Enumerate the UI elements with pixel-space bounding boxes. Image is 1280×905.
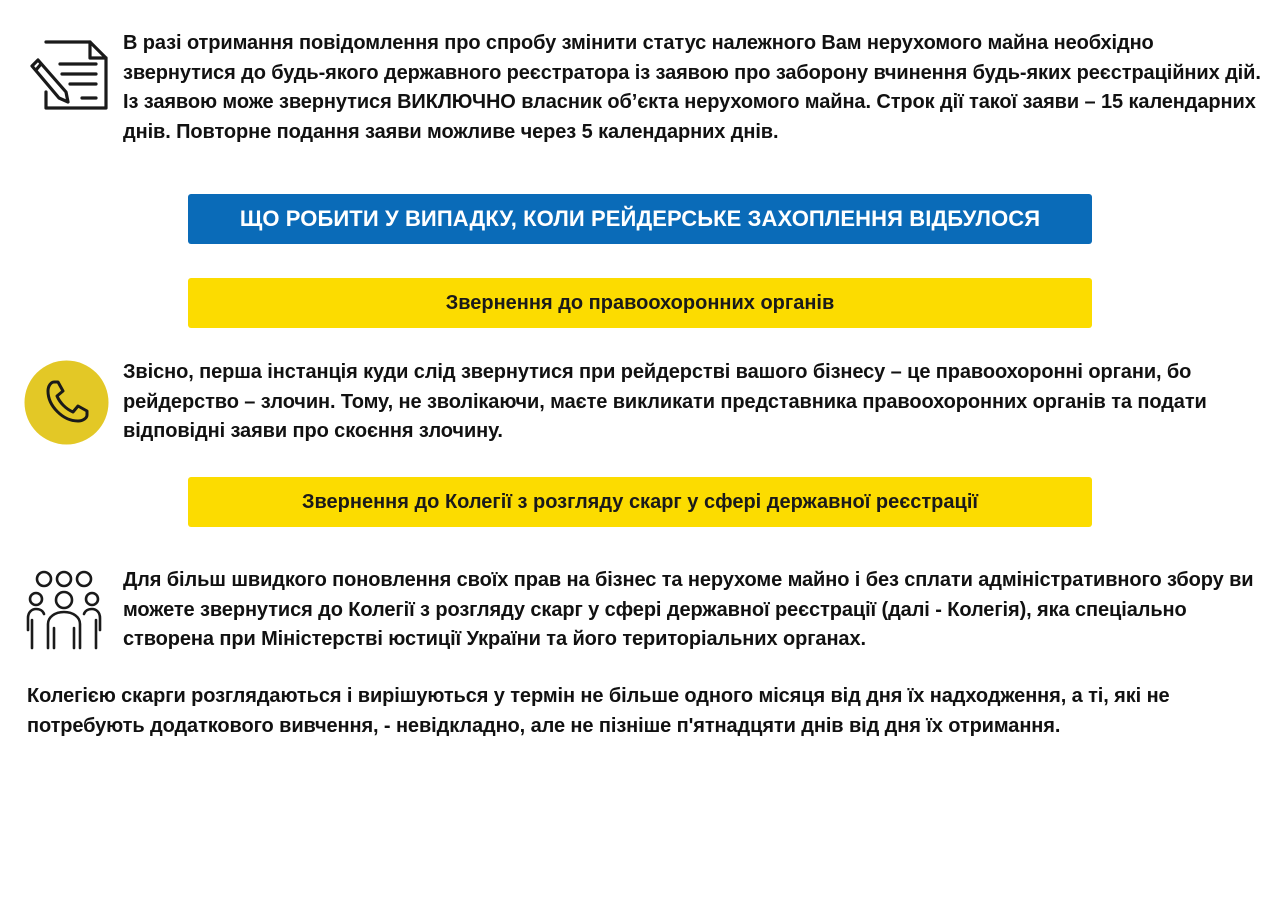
collegium-banner (188, 477, 1092, 527)
intro-emphasis: ВИКЛЮЧНО (397, 91, 516, 113)
document-signing-icon (26, 30, 110, 114)
law-enforcement-text: Звісно, перша інстанція куди слід звернутися при рейдерстві вашого бізнесу – це правоохоронні органи, бо рейдерство – злочин. Тому, не зволікаючи, маєте викликати представника правоохоронних органів та подати відповідні заяви про скоєння злочину. (123, 361, 1207, 442)
collegium-text: Для більш швидкого поновлення своїх прав на бізнес та нерухоме майно і без сплати адміністративного збору ви можете звернутися до Колегії з розгляду скарг у сфері державної реєстрації (далі - Колегія), яка спеціально створена при Міністерстві юстиції України та його територіальних органах. (123, 569, 1254, 650)
main-banner-label: ЩО РОБИТИ У ВИПАДКУ, КОЛИ РЕЙДЕРСЬКЕ ЗАХОПЛЕННЯ ВІДБУЛОСЯ (239, 206, 1041, 231)
people-group-icon (24, 568, 104, 652)
intro-text: В разі отримання повідомлення про спробу змінити статус належного Вам нерухомого майна необхідно звернутися до будь-якого державного реєстратора із заявою про заборону вчинення будь-яких реєстраційних дій. Із заявою може звернутися ВИКЛЮЧНО власник об’єкта нерухомого майна. Строк дії такої заяви – 15 календарних днів. Повторне подання заяви можливе через 5 календарних днів. (123, 32, 1261, 143)
collegium-footer-text: Колегією скарги розглядаються і вирішуються у термін не більше одного місяця від дня їх надходження, а ті, які не потребують додаткового вивчення, - невідкладно, але не пізніше п'ятнадцяти днів від дня їх отримання. (27, 685, 1170, 737)
law-enforcement-banner (188, 278, 1092, 328)
main-section-banner (188, 194, 1092, 244)
collegium-banner-label: Звернення до Колегії з розгляду скарг у сфері державної реєстрації (301, 490, 978, 513)
phone-icon (24, 360, 109, 445)
law-enforcement-banner-label: Звернення до правоохоронних органів (445, 291, 835, 314)
